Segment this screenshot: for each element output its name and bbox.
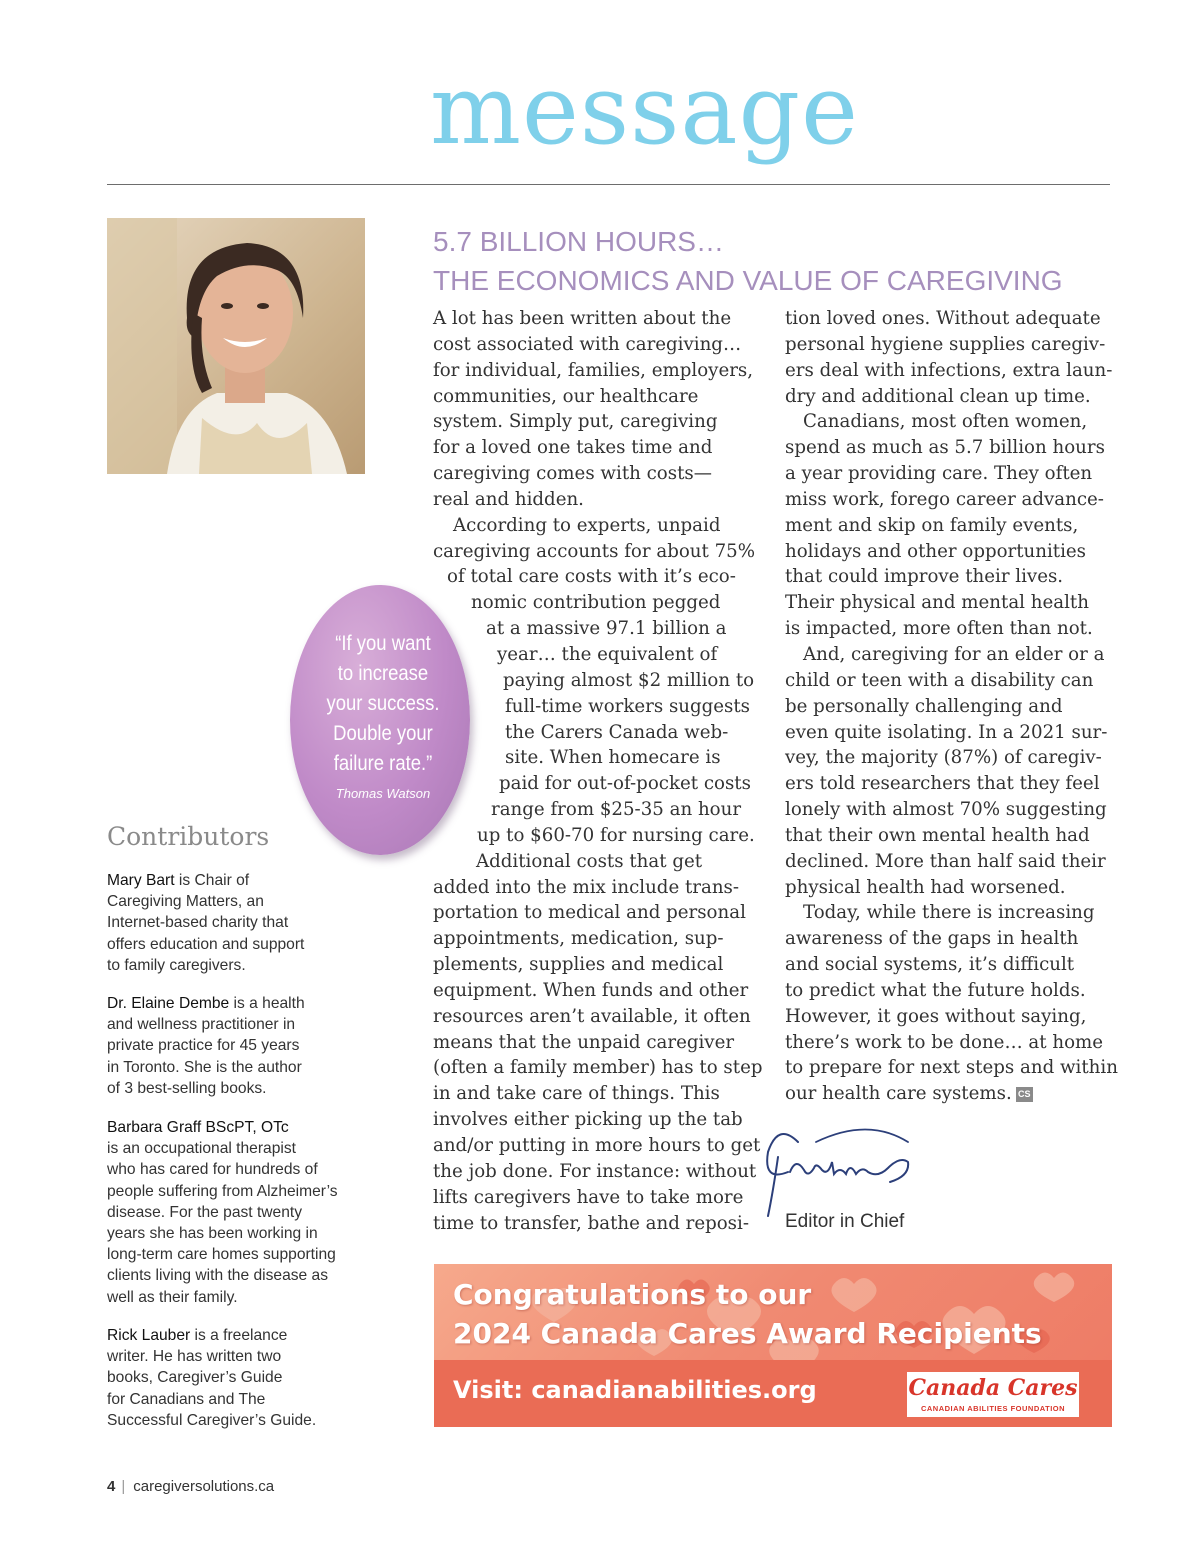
contributor-first-line bbox=[107, 1117, 397, 1138]
contributor-entry bbox=[107, 1117, 397, 1308]
footer-separator: | bbox=[121, 1478, 126, 1495]
award-banner[interactable] bbox=[434, 1264, 1112, 1427]
contributor-bio-line: clients living with the disease as bbox=[107, 1267, 329, 1285]
contributor-bio-line: years she has been working in bbox=[107, 1225, 318, 1243]
contributor-bio-line: in Toronto. She is the author bbox=[107, 1058, 302, 1076]
article-line: that could improve their lives. bbox=[785, 566, 1064, 588]
article-line: is impacted, more often than not. bbox=[785, 618, 1093, 640]
article-line: Canadians, most often women, bbox=[803, 411, 1088, 433]
contributor-first-line bbox=[107, 993, 397, 1014]
signature-title: Editor in Chief bbox=[785, 1211, 905, 1232]
article-line: at a massive 97.1 billion a bbox=[486, 618, 727, 640]
contributor-name: Barbara Graff BScPT, OTc bbox=[107, 1119, 289, 1136]
article-line: the job done. For instance: without bbox=[433, 1160, 757, 1182]
contributor-bio-line: disease. For the past twenty bbox=[107, 1203, 303, 1221]
article-line: paid for out-of-pocket costs bbox=[499, 773, 751, 795]
article-line: physical health had worsened. bbox=[785, 876, 1066, 898]
article-line: be personally challenging and bbox=[785, 695, 1063, 717]
banner-line-2: 2024 Canada Cares Award Recipients bbox=[453, 1317, 1042, 1350]
article-line: involves either picking up the tab bbox=[433, 1109, 743, 1131]
article-line: equipment. When funds and other bbox=[433, 979, 749, 1001]
article-line: means that the unpaid caregiver bbox=[433, 1031, 735, 1053]
article-line: According to experts, unpaid bbox=[453, 514, 721, 536]
contributor-bio-line: is an occupational therapist bbox=[107, 1140, 296, 1158]
contributor-bio-line: people suffering from Alzheimer’s bbox=[107, 1182, 338, 1200]
article-line: site. When homecare is bbox=[505, 747, 721, 769]
article-column-2 bbox=[785, 306, 1118, 1107]
contributor-first-line bbox=[107, 1325, 397, 1346]
article-line: to prepare for next steps and within bbox=[785, 1057, 1118, 1079]
article-line: lonely with almost 70% suggesting bbox=[785, 799, 1107, 821]
article-line: there’s work to be done… at home bbox=[785, 1031, 1104, 1053]
end-mark-icon: CS bbox=[1016, 1087, 1033, 1102]
article-headline bbox=[433, 222, 1123, 300]
article-line: portation to medical and personal bbox=[433, 902, 746, 924]
article-line: awareness of the gaps in health bbox=[785, 928, 1079, 950]
page-footer bbox=[107, 1478, 274, 1495]
article-line: (often a family member) has to step bbox=[433, 1057, 763, 1079]
article-line: to predict what the future holds. bbox=[785, 979, 1086, 1001]
logo-main-text: Canada Cares bbox=[908, 1375, 1078, 1401]
headline-line: 5.7 BILLION HOURS… bbox=[433, 226, 724, 257]
editor-signature bbox=[758, 1112, 918, 1222]
contributor-bio-line: and wellness practitioner in bbox=[107, 1016, 296, 1034]
article-line: cost associated with caregiving… bbox=[433, 333, 742, 355]
article-line: plements, supplies and medical bbox=[433, 954, 724, 976]
article-line: miss work, forego career advance- bbox=[785, 488, 1104, 510]
article-line: a year providing care. They often bbox=[785, 463, 1093, 485]
article-line: holidays and other opportunities bbox=[785, 540, 1087, 562]
article-line: and social systems, it’s difficult bbox=[785, 954, 1075, 976]
article-line: paying almost $2 million to bbox=[503, 669, 755, 691]
article-line: appointments, medication, sup- bbox=[433, 928, 724, 950]
article-line: However, it goes without saying, bbox=[785, 1005, 1087, 1027]
article-line: A lot has been written about the bbox=[433, 308, 732, 329]
article-line: full-time workers suggests bbox=[505, 695, 751, 717]
contributor-lead: is a health bbox=[229, 995, 305, 1012]
contributor-bio-line: who has cared for hundreds of bbox=[107, 1161, 318, 1179]
article-line: resources aren’t available, it often bbox=[433, 1005, 751, 1027]
contributor-bio-line: writer. He has written two bbox=[107, 1348, 282, 1366]
article-line: year… the equivalent of bbox=[497, 643, 718, 665]
article-line: communities, our healthcare bbox=[433, 385, 699, 407]
contributor-name: Rick Lauber bbox=[107, 1327, 191, 1344]
article-line: Today, while there is increasing bbox=[803, 902, 1095, 924]
article-line: personal hygiene supplies caregiv- bbox=[785, 333, 1106, 355]
article-line: ment and skip on family events, bbox=[785, 514, 1079, 536]
contributors-heading: Contributors bbox=[107, 822, 270, 851]
contributor-bio-line: to family caregivers. bbox=[107, 956, 246, 974]
contributor-bio-line: Successful Caregiver’s Guide. bbox=[107, 1411, 317, 1429]
article-line: and/or putting in more hours to get bbox=[433, 1135, 761, 1156]
article-line: Additional costs that get bbox=[476, 850, 703, 872]
article-line: declined. More than half said their bbox=[785, 850, 1106, 872]
article-line: even quite isolating. In a 2021 sur- bbox=[785, 721, 1108, 743]
contributor-bio-line: of 3 best-selling books. bbox=[107, 1079, 267, 1097]
contributor-bio-line: for Canadians and The bbox=[107, 1390, 266, 1408]
contributor-bio-line: Caregiving Matters, an bbox=[107, 893, 264, 911]
article-line: child or teen with a disability can bbox=[785, 669, 1094, 691]
contributor-bio-line: offers education and support bbox=[107, 935, 305, 953]
article-line: real and hidden. bbox=[433, 488, 584, 510]
page-number: 4 bbox=[107, 1478, 116, 1495]
contributor-entry bbox=[107, 1325, 397, 1431]
article-line: up to $60-70 for nursing care. bbox=[477, 824, 755, 846]
article-line: ers deal with infections, extra laun- bbox=[785, 359, 1113, 381]
article-line: caregiving accounts for about 75% bbox=[433, 540, 756, 562]
article-line: for individual, families, employers, bbox=[433, 359, 754, 381]
contributor-bio-line: books, Caregiver’s Guide bbox=[107, 1369, 283, 1387]
banner-visit-link[interactable]: Visit: canadianabilities.org bbox=[453, 1376, 817, 1404]
contributor-bio-line: Internet-based charity that bbox=[107, 914, 289, 932]
contributor-lead: is Chair of bbox=[174, 872, 250, 889]
article-line: for a loved one takes time and bbox=[433, 437, 713, 459]
article-line: dry and additional clean up time. bbox=[785, 385, 1091, 407]
article-line: tion loved ones. Without adequate bbox=[785, 308, 1101, 329]
article-line: And, caregiving for an elder or a bbox=[803, 643, 1105, 665]
article-line: added into the mix include trans- bbox=[433, 876, 740, 898]
article-line: in and take care of things. This bbox=[433, 1083, 720, 1105]
article-line: nomic contribution pegged bbox=[471, 592, 721, 614]
logo-sub-text: CANADIAN ABILITIES FOUNDATION bbox=[920, 1404, 1066, 1413]
contributor-entry bbox=[107, 993, 397, 1099]
contributor-name: Mary Bart bbox=[107, 872, 175, 889]
article-line: our health care systems. CS bbox=[785, 1081, 1115, 1107]
quote-line: to increase bbox=[337, 662, 429, 685]
canada-cares-logo bbox=[907, 1372, 1079, 1417]
article-line: that their own mental health had bbox=[785, 824, 1090, 846]
article-line: vey, the majority (87%) of caregiv- bbox=[785, 747, 1102, 769]
contributor-first-line bbox=[107, 870, 397, 891]
article-column-1 bbox=[433, 306, 763, 1236]
article-line: system. Simply put, caregiving bbox=[433, 411, 718, 433]
article-line: of total care costs with it’s eco- bbox=[447, 566, 736, 588]
headline-line: THE ECONOMICS AND VALUE OF CAREGIVING bbox=[433, 265, 1063, 296]
quote-line: your success. bbox=[326, 692, 440, 715]
article-line: lifts caregivers have to take more bbox=[433, 1186, 744, 1208]
article-line: ers told researchers that they feel bbox=[785, 773, 1100, 795]
banner-line-1: Congratulations to our bbox=[453, 1278, 812, 1311]
contributor-bio-line: long-term care homes supporting bbox=[107, 1246, 336, 1264]
editor-photo bbox=[107, 218, 365, 474]
contributor-entry bbox=[107, 870, 397, 976]
masthead-title: message bbox=[430, 54, 859, 166]
footer-site[interactable]: caregiversolutions.ca bbox=[133, 1478, 275, 1495]
pull-quote-author: Thomas Watson bbox=[335, 786, 431, 801]
quote-line: Double your bbox=[333, 722, 433, 745]
quote-line: “If you want bbox=[335, 632, 431, 655]
article-line: caregiving comes with costs— bbox=[433, 463, 712, 485]
article-line: the Carers Canada web- bbox=[505, 721, 729, 743]
pull-quote-text bbox=[321, 629, 446, 779]
contributor-name: Dr. Elaine Dembe bbox=[107, 995, 230, 1012]
contributor-bio-line: private practice for 45 years bbox=[107, 1037, 300, 1055]
article-line: range from $25-35 an hour bbox=[491, 799, 742, 821]
header-rule bbox=[107, 184, 1110, 185]
article-line: spend as much as 5.7 billion hours bbox=[785, 437, 1105, 459]
article-line: Their physical and mental health bbox=[785, 592, 1089, 614]
contributor-bio-line: well as their family. bbox=[107, 1288, 238, 1306]
quote-line: failure rate.” bbox=[333, 752, 433, 775]
contributor-lead: is a freelance bbox=[190, 1327, 288, 1344]
article-line: time to transfer, bathe and reposi- bbox=[433, 1212, 749, 1234]
